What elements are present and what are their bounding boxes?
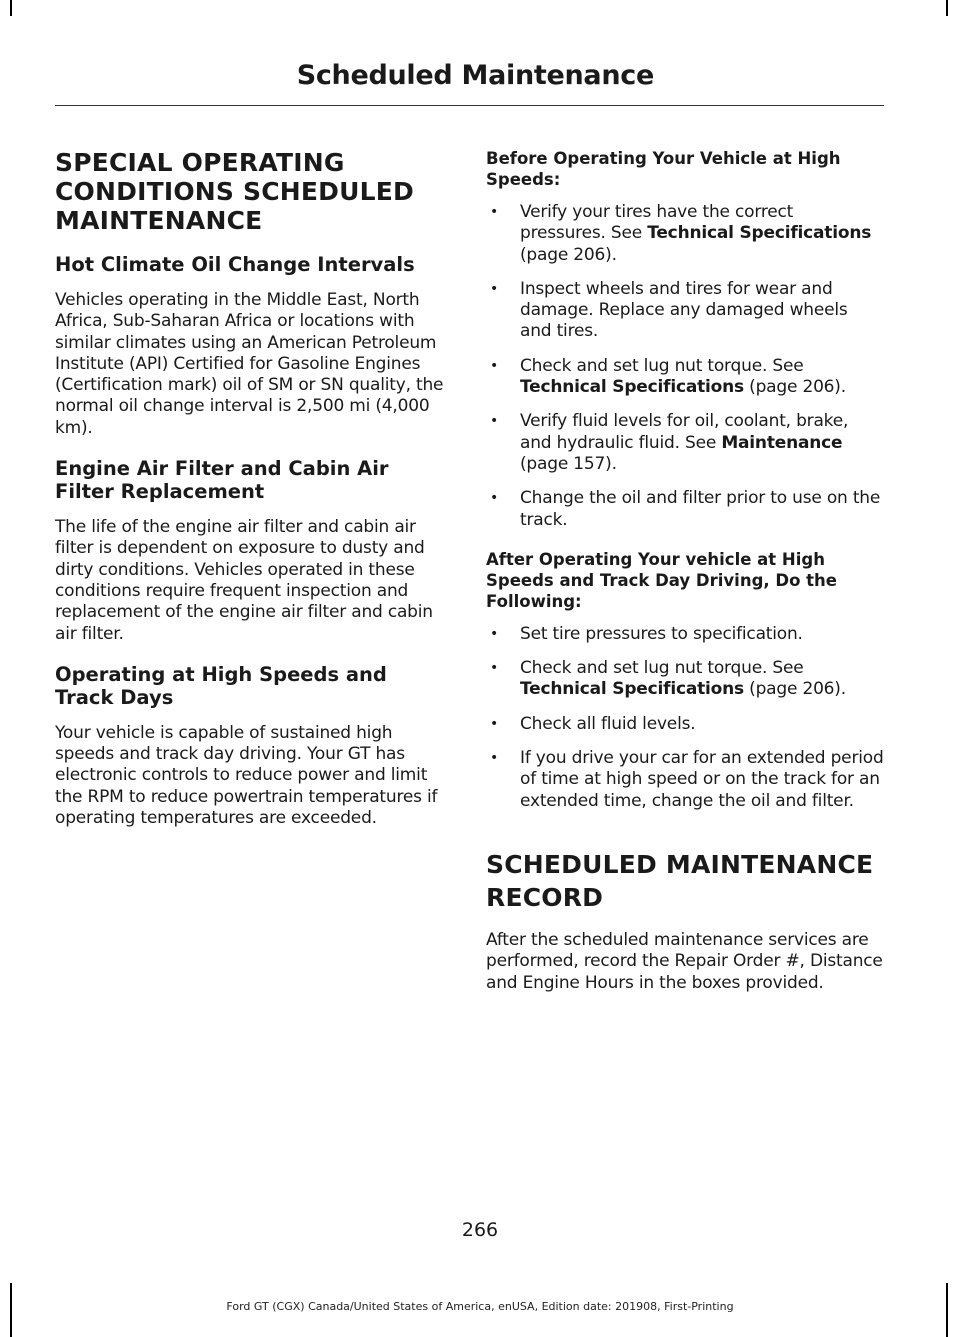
crop-mark-top-right [946,0,948,16]
list-item-text: Check all fluid levels. [520,713,696,734]
list-item [486,658,884,701]
page-number: 266 [461,1219,499,1241]
heading-after-operating: After Operating Your vehicle at High Speeds and Track Day Driving, Do the Following: [486,549,837,611]
list-item [486,748,884,812]
heading-before-operating: Before Operating Your Vehicle at High Speeds: [486,149,841,189]
page-header-title: Scheduled Maintenance [296,60,654,91]
bullet-icon: • [490,413,499,430]
list-item-text: Change the oil and filter prior to use on the track. [520,488,881,530]
bullet-icon: • [490,750,499,767]
link-maintenance[interactable]: Maintenance [721,432,843,453]
list-item [486,356,884,399]
list-item-text: Set tire pressures to specification. [520,623,803,644]
bullet-icon: • [490,625,499,642]
list-item-text: Inspect wheels and tires for wear and damage. Replace any damaged wheels and tires. [520,278,848,342]
bullet-icon: • [490,715,499,732]
bullet-icon: • [490,280,499,297]
paragraph-air-filter: The life of the engine air filter and cabin air filter is dependent on exposure to dusty and dirty conditions. Vehicles operated in these conditions require frequent inspection and replacement of the engine air filter and cabin air filter. [55,517,433,644]
list-item [486,411,884,475]
header-divider [55,105,884,106]
paragraph-high-speeds: Your vehicle is capable of sustained high speeds and track day driving. Your GT has electronic controls to reduce power and limit the RPM to reduce powertrain temperatures if operating temperatures are exceeded. [55,722,438,829]
list-after-operating [486,624,884,812]
list-item-text: Verify fluid levels for oil, coolant, brake, and hydraulic fluid. See [520,411,849,453]
crop-mark-top-left [10,0,12,16]
list-item-text: Check and set lug nut torque. See [520,355,804,376]
link-technical-specifications[interactable]: Technical Specifications [647,223,872,244]
list-item [486,488,884,531]
list-item [486,202,884,266]
page-reference: (page 206). [743,377,846,398]
heading-air-filter: Engine Air Filter and Cabin Air Filter Replacement [55,457,389,504]
heading-high-speeds: Operating at High Speeds and Track Days [55,662,387,709]
paragraph-hot-climate: Vehicles operating in the Middle East, North Africa, Sub-Saharan Africa or locations with similar climates using an American Petroleum Institute (API) Certified for Gasoline Engines (Certification mark) oil of SM or SN quality, the normal oil change interval is 2,500 mi (4,000 km). [55,290,444,438]
paragraph-maintenance-record: After the scheduled maintenance services are performed, record the Repair Order #, Distance and Engine Hours in the boxes provided. [486,929,883,993]
bullet-icon: • [490,660,499,677]
bullet-icon: • [490,204,499,220]
page-reference: (page 206). [520,244,617,265]
section-title-maintenance-record: SCHEDULED MAINTENANCE RECORD [486,849,874,912]
list-item-text: If you drive your car for an extended period of time at high speed or on the track for an extended time, change the oil and filter. [520,748,884,811]
section-title-special-operating: SPECIAL OPERATING CONDITIONS SCHEDULED MAINTENANCE [55,148,414,235]
right-column [486,148,884,994]
list-item-text: Verify your tires have the correct pressures. See [520,202,794,244]
link-technical-specifications[interactable]: Technical Specifications [520,377,744,398]
list-item [486,624,884,645]
page-reference: (page 157). [520,453,617,474]
list-item [486,279,884,343]
bullet-icon: • [490,357,499,374]
heading-hot-climate: Hot Climate Oil Change Intervals [55,253,415,276]
bullet-icon: • [490,490,499,507]
list-item-text: Check and set lug nut torque. See [520,658,804,679]
list-before-operating [486,202,884,531]
link-technical-specifications[interactable]: Technical Specifications [520,679,744,700]
left-column [55,148,450,829]
list-item [486,714,884,735]
edition-info: Ford GT (CGX) Canada/United States of America, enUSA, Edition date: 201908, First-Printing [226,1300,734,1313]
page-reference: (page 206). [743,679,846,700]
